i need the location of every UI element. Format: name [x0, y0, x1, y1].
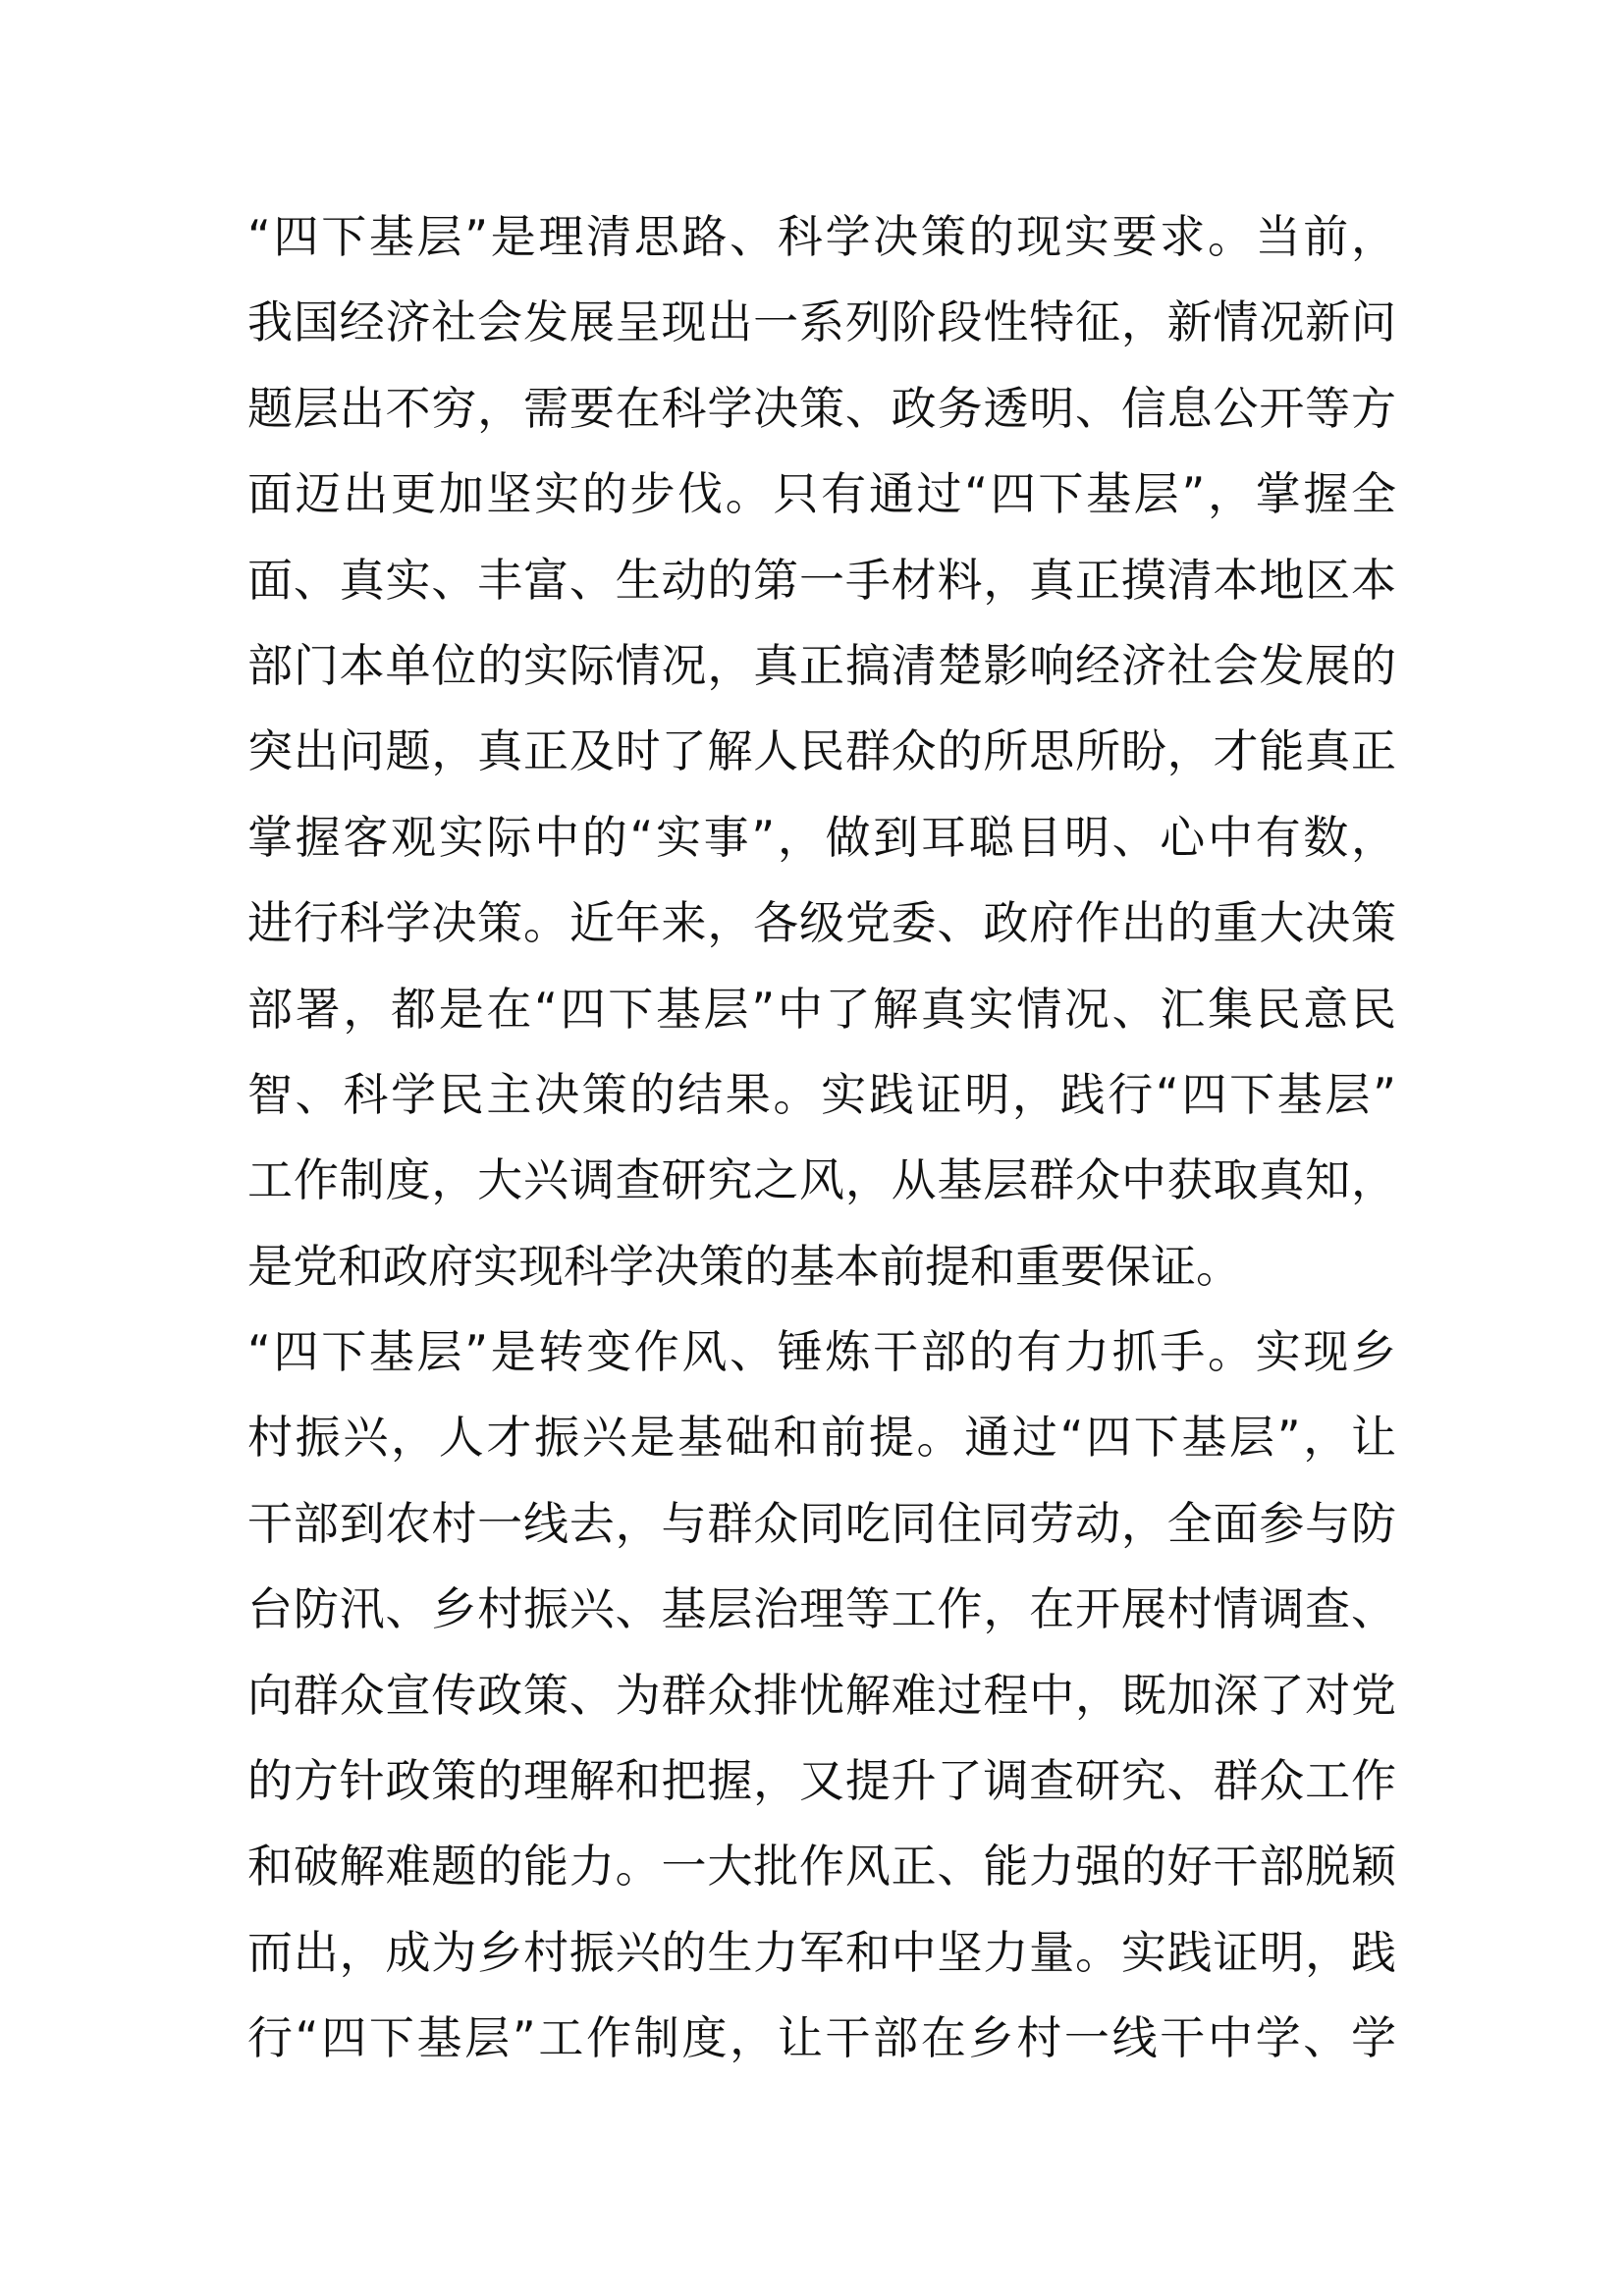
- text-line: 向群众宣传政策、为群众排忧解难过程中，既加深了对党: [247, 1668, 1396, 1722]
- text-line: 面迈出更加坚实的步伐。只有通过“四下基层”，掌握全: [247, 467, 1396, 521]
- text-line: 工作制度，大兴调查研究之风，从基层群众中获取真知，: [247, 1153, 1396, 1207]
- text-line: 部署，都是在“四下基层”中了解真实情况、汇集民意民: [247, 982, 1396, 1036]
- text-line: 掌握客观实际中的“实事”，做到耳聪目明、心中有数，: [247, 810, 1396, 864]
- text-line: 面、真实、丰富、生动的第一手材料，真正摸清本地区本: [247, 553, 1396, 607]
- text-line: “四下基层”是理清思路、科学决策的现实要求。当前，: [247, 210, 1396, 263]
- text-line: 题层出不穷，需要在科学决策、政务透明、信息公开等方: [247, 381, 1396, 435]
- text-line: 部门本单位的实际情况，真正搞清楚影响经济社会发展的: [247, 638, 1396, 692]
- text-line: 行“四下基层”工作制度，让干部在乡村一线干中学、学: [247, 2011, 1396, 2065]
- text-line: 进行科学决策。近年来，各级党委、政府作出的重大决策: [247, 896, 1396, 950]
- text-line: 的方针政策的理解和把握，又提升了调查研究、群众工作: [247, 1754, 1396, 1808]
- text-line: 突出问题，真正及时了解人民群众的所思所盼，才能真正: [247, 724, 1396, 778]
- text-line: “四下基层”是转变作风、锤炼干部的有力抓手。实现乡: [247, 1325, 1396, 1379]
- text-line: 智、科学民主决策的结果。实践证明，践行“四下基层”: [247, 1067, 1396, 1121]
- text-line: 台防汛、乡村振兴、基层治理等工作，在开展村情调查、: [247, 1582, 1396, 1636]
- text-line: 而出，成为乡村振兴的生力军和中坚力量。实践证明，践: [247, 1925, 1396, 1979]
- text-line: 村振兴，人才振兴是基础和前提。通过“四下基层”，让: [247, 1411, 1396, 1465]
- body-text: [247, 194, 1396, 2082]
- text-line: 是党和政府实现科学决策的基本前提和重要保证。: [247, 1239, 1241, 1293]
- text-line: 我国经济社会发展呈现出一系列阶段性特征，新情况新问: [247, 295, 1396, 349]
- text-line: 干部到农村一线去，与群众同吃同住同劳动，全面参与防: [247, 1496, 1396, 1550]
- text-line: 和破解难题的能力。一大批作风正、能力强的好干部脱颖: [247, 1840, 1396, 1894]
